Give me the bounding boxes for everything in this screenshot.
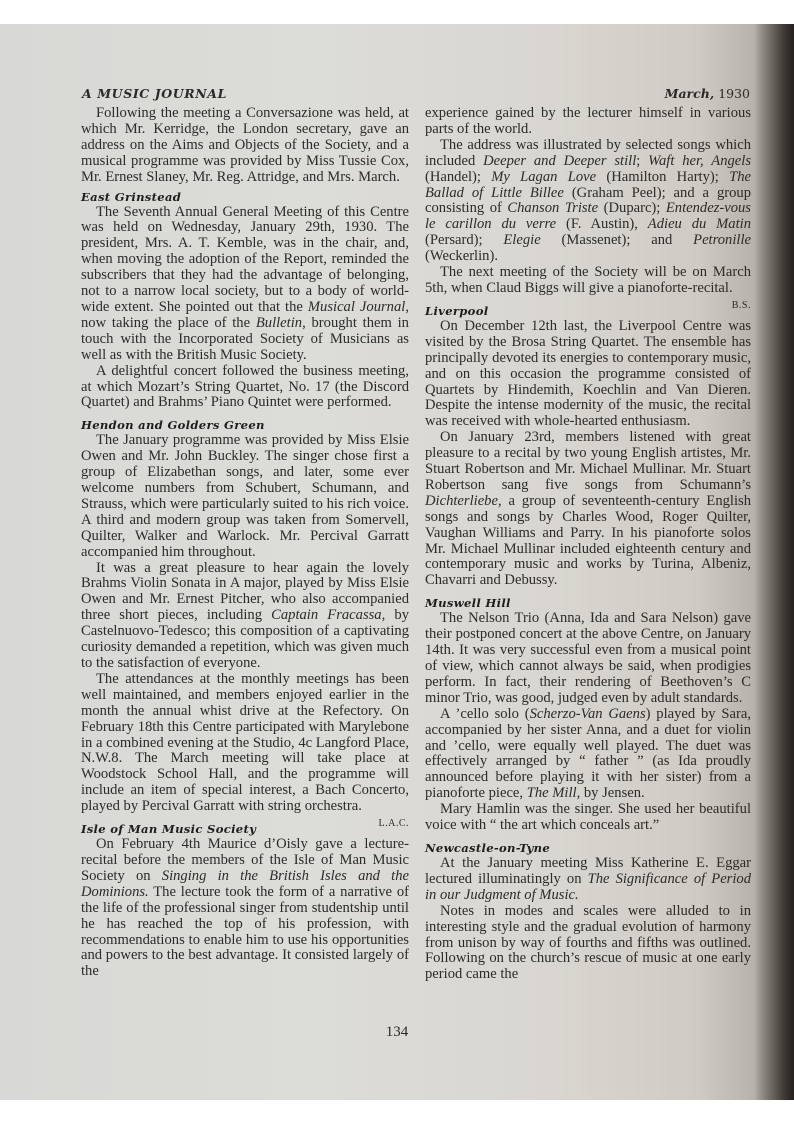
liverpool-paragraph-1: On December 12th last, the Liverpool Centre was visited by the Brosa String Quartet. The ensemble has principally devoted its energies to contemporary music, and on this occasion the programme consisted of Quartets by Hindemith, Koechlin and Van Dieren. Despite the intense modernity of the music, the recital was received with whole-hearted enthusiasm.: [425, 317, 751, 430]
italic-title: Dichterliebe: [425, 492, 498, 509]
text-run: The lecture took the form of a narrative of the life of the professional singer from studentship until he has reached the top of his profession, with recommendations to enable him to use his opportunities and powers to the best advantage. It consisted largely of the: [81, 883, 409, 980]
text-run: (F. Austin),: [556, 216, 648, 233]
section-heading-isle-of-man: Isle of Man Music Society: [81, 822, 257, 837]
running-header-title: A MUSIC JOURNAL: [82, 86, 227, 101]
newcastle-paragraph-1: [425, 856, 751, 904]
text-run: (Graham Peel); and a group consisting of: [425, 184, 751, 217]
text-run: On January 23rd, members listened with great pleasure to a recital by two young English artistes, Mr. Stuart Robertson and Mr. Michael Mullinar. Mr. Stuart Robertson sang five songs from Schumann’s: [425, 429, 751, 493]
newcastle-paragraph-2: Notes in modes and scales were alluded to in interesting style and the gradual evolution of harmony from unison by way of fourths and fifths was outlined. Following on the church’s rescue of music at one early period came the: [425, 902, 751, 983]
italic-title: My Lagan Love: [491, 168, 597, 185]
italic-title: Petronille: [693, 232, 751, 249]
text-run: At the January meeting Miss Katherine E. Eggar lectured illuminatingly on: [425, 854, 751, 887]
section-heading-muswell-hill: Muswell Hill: [425, 596, 511, 611]
text-run: , brought them in touch with the Incorporated Society of Musicians as well as with the British Music Society.: [81, 314, 409, 363]
isle-of-man-continued: experience gained by the lecturer himself in various parts of the world.: [425, 105, 751, 137]
journal-page: [0, 24, 794, 1100]
italic-title: Deeper and Deeper still: [483, 152, 637, 169]
text-run: The attendances at the monthly meetings has been well maintained, and members enjoyed earlier in the month the annual whist drive at the Refectory. On February 18th this Centre participated with Marylebone in a combined evening at the Studio, 4c Langford Place, N.W.8. The March meeting will take place at Woodstock School Hall, and the programme will include an item of special interest, a Bach Concerto, played by Percival Garratt with string orchestra.: [81, 670, 409, 815]
section-heading-hendon: Hendon and Golders Green: [81, 418, 265, 433]
italic-title: Adieu du Matin: [647, 216, 751, 233]
intro-paragraph: Following the meeting a Conversazione was held, at which Mr. Kerridge, the London secretary, gave an address on the Aims and Objects of the Society, and a musical programme was provided by Miss Tussie Cox, Mr. Ernest Slaney, Mr. Reg. Attridge, and Mrs. March.: [81, 105, 409, 185]
italic-title: Scherzo-Van Gaens: [529, 705, 646, 722]
text-run: by Castelnuovo-Tedesco; this composition of a captivating curiosity demanded a repetition, which was given much to the satisfaction of everyone.: [81, 607, 409, 671]
text-run: by Jensen.: [580, 785, 645, 802]
header-month: March,: [664, 86, 715, 101]
text-run: (Massenet); and: [540, 232, 694, 249]
italic-title: The Ballad of Little Billee: [425, 168, 751, 201]
text-run: (Persard);: [425, 232, 504, 249]
text-run: A ’cello solo (: [440, 705, 530, 722]
text-run: The next meeting of the Society will be on March 5th, when Claud Biggs will give a pianoforte-recital.: [425, 264, 751, 296]
italic-title: Bulletin: [255, 314, 303, 331]
text-run: It was a great pleasure to hear again the lovely Brahms Violin Sonata in A major, played by Miss Elsie Owen and Mr. Ernest Pitcher, who also accompanied three short pieces, including: [81, 559, 409, 624]
text-run: The address was illustrated by selected songs which included: [425, 136, 751, 169]
header-year: 1930: [718, 86, 750, 101]
text-run: On February 4th Maurice d’Oisly gave a lecture-recital before the members of the Isle of Man Music Society on: [81, 836, 409, 884]
hendon-paragraph-2: [81, 561, 409, 672]
hendon-paragraph-1: The January programme was provided by Miss Elsie Owen and Mr. John Buckley. The singer chose first a group of Elizabethan songs, and later, some ever welcome numbers from Schubert, Schumann, and Strauss, which were particularly suited to his rich voice. A third and modern group was taken from Somervell, Quilter, Walker and Warlock. Mr. Percival Garratt accompanied him throughout.: [81, 432, 409, 560]
text-run: ) played by Sara, accompanied by her sister Anna, and a duet for violin and ’cello, were equally well played. The duet was effectively arranged by “ father ” (as Ida proudly announced before playing it with her sister) from a pianoforte piece,: [425, 705, 751, 802]
muswell-hill-paragraph-3: Mary Hamlin was the singer. She used her beautiful voice with “ the art which conceals art.”: [425, 801, 751, 834]
text-run: ;: [636, 152, 649, 169]
east-grinstead-paragraph-1: [81, 205, 409, 364]
section-heading-newcastle: Newcastle-on-Tyne: [425, 840, 551, 855]
isle-of-man-paragraph-1: [81, 837, 409, 980]
text-run: (Hamilton Harty);: [596, 168, 730, 185]
text-run: (Duparc);: [598, 200, 666, 217]
signature-initials: B.S.: [731, 299, 751, 311]
italic-title: Entendez-vous le carillon du verre: [425, 200, 751, 233]
text-run: (Weckerlin).: [425, 248, 498, 265]
left-column: [81, 106, 409, 980]
italic-title: The Significance of Period in our Judgment of Music.: [425, 870, 751, 903]
isle-of-man-paragraph-2: [425, 138, 751, 265]
italic-title: Waft her, Angels: [648, 152, 751, 169]
section-heading-east-grinstead: East Grinstead: [81, 189, 182, 204]
east-grinstead-paragraph-2: A delightful concert followed the business meeting, at which Mozart’s String Quartet, No. 17 (the Discord Quartet) and Brahms’ Piano Quintet were performed.: [81, 362, 409, 411]
text-run: The Seventh Annual General Meeting of this Centre was held on Wednesday, January 29th, 1930. The president, Mrs. A. T. Kemble, was in the chair, and, when moving the adoption of the Report, reminded the subscribers that they had the advantage of belonging, not to a narrow local society, but to a body of world-wide extent. She pointed out that the: [81, 203, 409, 315]
italic-title: The Mill,: [526, 785, 581, 802]
italic-title: Musical Journal: [307, 298, 406, 315]
signature-initials: L.A.C.: [378, 818, 409, 830]
liverpool-paragraph-2: [425, 430, 751, 589]
muswell-hill-paragraph-2: [425, 707, 751, 802]
text-run: , a group of seventeenth-century English songs and songs by Charles Wood, Roger Quilter, Vaughan Williams and Parry. In his pianoforte solos Mr. Michael Mullinar included eighteenth century and contemporary music and works by Turina, Albeniz, Chavarri and Debussy.: [425, 492, 751, 589]
italic-title: Singing in the British Isles and the Dominions.: [81, 867, 409, 900]
right-column: [425, 106, 751, 983]
italic-title: Elegie: [503, 232, 541, 249]
running-header-date: [665, 86, 750, 101]
section-heading-liverpool: Liverpool: [425, 303, 489, 318]
text-run: , now taking the place of the: [81, 298, 409, 331]
text-run: (Handel);: [425, 168, 492, 185]
muswell-hill-paragraph-1: The Nelson Trio (Anna, Ida and Sara Nelson) gave their postponed concert at the above Centre, on January 14th. It was very successful even from a musical point of view, which cannot always be said, when prodigies perform. In fact, their rendering of Beethoven’s C minor Trio, was good, judged even by adult standards.: [425, 610, 751, 706]
page-number: 134: [385, 1024, 409, 1040]
italic-title: Chanson Triste: [507, 200, 599, 217]
italic-title: Captain Fracassa,: [271, 607, 386, 624]
